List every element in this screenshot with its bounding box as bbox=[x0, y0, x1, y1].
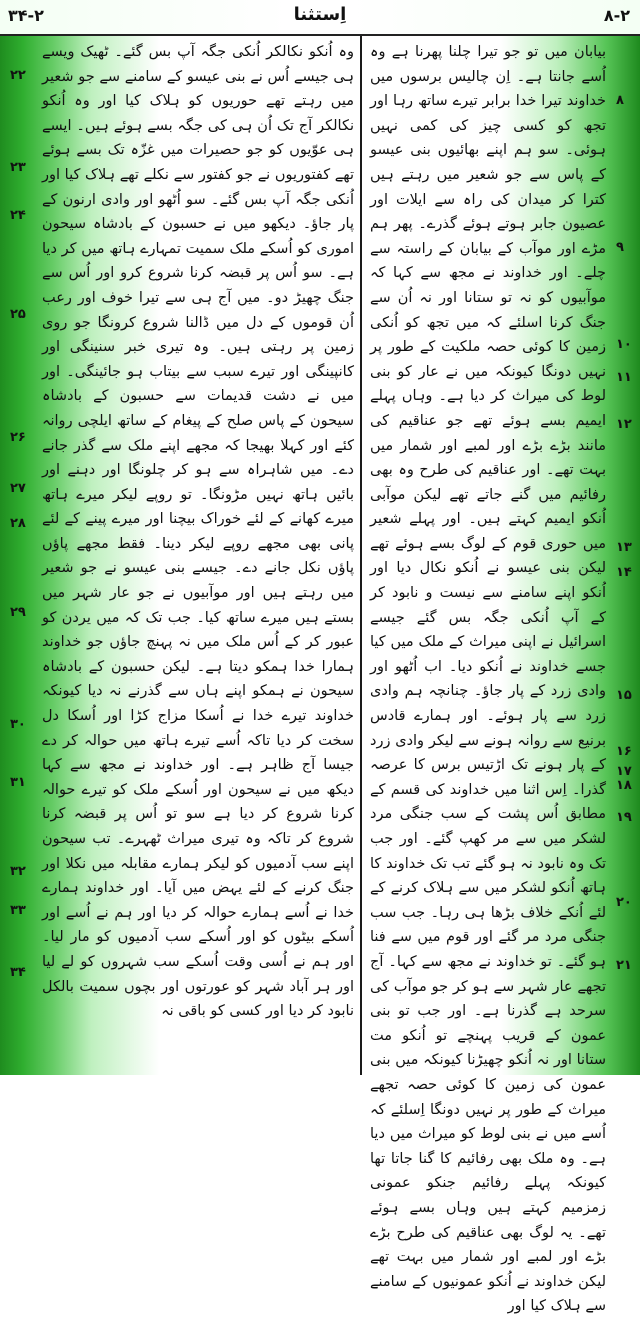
verse-number: ۱۹ bbox=[616, 810, 632, 825]
verse-number: ۳۰ bbox=[10, 717, 26, 732]
verse-number: ۱۸ bbox=[616, 778, 632, 793]
verse-number: ۲۶ bbox=[10, 430, 26, 445]
verse-number: ۳۴ bbox=[10, 965, 26, 980]
verse-number: ۲۴ bbox=[10, 208, 26, 223]
book-title: اِستثنا bbox=[293, 4, 347, 25]
verse-number: ۳۲ bbox=[10, 864, 26, 879]
verse-number: ۲۰ bbox=[616, 895, 632, 910]
verse-number: ۱۲ bbox=[616, 417, 632, 432]
verse-number: ۱۷ bbox=[616, 764, 632, 779]
verse-number: ۲۳ bbox=[10, 160, 26, 175]
verse-number: ۹ bbox=[616, 240, 624, 255]
page-header bbox=[0, 0, 640, 36]
verse-number: ۳۱ bbox=[10, 775, 26, 790]
verse-number: ۲۹ bbox=[10, 605, 26, 620]
verse-number: ۳۳ bbox=[10, 903, 26, 918]
verse-number: ۱۵ bbox=[616, 688, 632, 703]
verse-number: ۱۶ bbox=[616, 744, 632, 759]
verse-number: ۱۴ bbox=[616, 565, 632, 580]
chapter-range-right: ۸-۲ bbox=[603, 6, 630, 25]
verse-number: ۲۵ bbox=[10, 307, 26, 322]
verse-number: ۲۷ bbox=[10, 481, 26, 496]
verse-number: ۲۱ bbox=[616, 958, 632, 973]
verse-number: ۲۸ bbox=[10, 516, 26, 531]
verse-number: ۱۳ bbox=[616, 540, 632, 555]
column-divider bbox=[360, 36, 362, 1075]
verse-number: ۸ bbox=[616, 93, 624, 108]
verse-number: ۱۰ bbox=[616, 337, 632, 352]
left-column-text: وہ اُنکو نکالکر اُنکی جگہ آپ بس گئے۔ ٹھیک ویسے ہی جیسے اُس نے بنی عیسو کے سامنے سے جو شعیر میں رہتے تھے حوریوں کو ہلاک کیا اور وہ اُنکو نکالکر آج تک اُن ہی کی جگہ بسے ہوئے ہیں۔ ایسے ہی عوّیوں کو جو حصیرات میں غزّہ تک بسے ہوئے تھے کفتوریوں نے جو کفتور سے نکلے تھے ہلاک کیا اور اُنکی جگہ آپ بس گئے۔ سو اُٹھو اور وادی ارنون کے پار جاؤ۔ دیکھو میں نے حسبون کے بادشاہ سیحون اموری کو اُسکے ملک سمیت تمہارے ہاتھ میں کر دیا ہے۔ سو اُس پر قبضہ کرنا شروع کرو اور اُس سے جنگ چھیڑ دو۔ میں آج ہی سے تیرا خوف اور رعب اُن قوموں کے دل میں ڈالنا شروع کرونگا جو روی زمین پر رہتی ہیں۔ وہ تیری خبر سنینگی اور کانپینگی اور تیرے سبب سے بیتاب ہو جائینگی۔ اور میں نے دشت قدیمات سے حسبون کے بادشاہ سیحون کے پاس صلح کے پیغام کے ساتھ ایلچی روانہ کئے اور کہلا بھیجا کہ مجھے اپنے ملک سے گذر جانے دے۔ میں شاہراہ سے ہو کر چلونگا اور دہنے اور بائیں ہاتھ نہیں مڑونگا۔ تو روپے لیکر میرے ہاتھ میرے کھانے کے لئے خوراک بیچنا اور میرے پینے کے لئے پانی بھی مجھے روپے لیکر دینا۔ فقط مجھے پاؤں پاؤں نکل جانے دے۔ جیسے بنی عیسو نے جو شعیر میں رہتے ہیں اور موآبیوں نے جو عار شہر میں بستے ہیں میرے ساتھ کیا۔ جب تک کہ میں یردن کو عبور کر کے اُس ملک میں نہ پہنچ جاؤں جو خداوند ہمارا خدا ہمکو دیتا ہے۔ لیکن حسبون کے بادشاہ سیحون نے ہمکو اپنے ہاں سے گذرنے نہ دیا کیونکہ خداوند تیرے خدا نے اُسکا مزاج کڑا اور اُسکا دل سخت کر دیا تاکہ اُسے تیرے ہاتھ میں حوالہ کر دے جیسا آج ظاہر ہے۔ اور خداوند نے مجھ سے کہا دیکھ میں نے سیحون اور اُسکے ملک کو تیرے حوالہ کرنا شروع کر دیا ہے سو تو اُس پر قبضہ کرنا شروع کر تاکہ وہ تیری میراث ٹھہرے۔ تب سیحون اپنے سب آدمیوں کو لیکر ہمارے مقابلہ میں نکلا اور جنگ کرنے کے لئے یہض میں آیا۔ اور خداوند ہمارے خدا نے اُسے ہمارے حوالہ کر دیا اور ہم نے اُسے اور اُسکے بیٹوں کو اور اُسکے سب آدمیوں کو مار لیا۔ اور ہم نے اُسی وقت اُسکے سب شہروں کو لے لیا اور ہر آباد شہر کو عورتوں اور بچوں سمیت بالکل نابود کر دیا اور کسی کو باقی نہ bbox=[42, 44, 354, 1020]
verse-number: ۲۲ bbox=[10, 68, 26, 83]
right-column-text: بیابان میں تو جو تیرا چلنا پھرنا ہے وہ اُسے جانتا ہے۔ اِن چالیس برسوں میں خداوند تیرا خدا برابر تیرے ساتھ رہا اور تجھ کو کسی چیز کی کمی نہیں ہوئی۔ سو ہم اپنے بھائیوں بنی عیسو کے پاس سے جو شعیر میں رہتے ہیں کترا کر میدان کی راہ سے ایلات اور عصیون جابر ہوتے ہوئے گذرے۔ پھر ہم مڑے اور موآب کے بیابان کے راستہ سے چلے۔ اور خداوند نے مجھ سے کہا کہ موآبیوں کو نہ تو ستانا اور نہ اُن سے جنگ کرنا اسلئے کہ میں تجھ کو اُنکی زمین کا کوئی حصہ ملکیت کے طور پر نہیں دونگا کیونکہ میں نے عار کو بنی لوط کی میراث کر دیا ہے۔ وہاں پہلے ایمیم بسے ہوئے تھے جو عناقیم کی مانند بڑے بڑے اور لمبے اور شمار میں بہت تھے۔ اور عناقیم کی طرح وہ بھی رفائیم میں گنے جاتے تھے لیکن موآبی اُنکو ایمیم کہتے ہیں۔ اور پہلے شعیر میں حوری قوم کے لوگ بسے ہوئے تھے لیکن بنی عیسو نے اُنکو نکال دیا اور اُنکو اپنے سامنے سے نیست و نابود کر کے آپ اُنکی جگہ بس گئے جیسے اسرائیل نے اپنی میراث کے ملک میں کیا جسے خداوند نے اُنکو دیا۔ اب اُٹھو اور وادی زرد کے پار جاؤ۔ چنانچہ ہم وادی زرد سے پار ہوئے۔ اور ہمارے قادس برنیع سے روانہ ہونے سے لیکر وادی زرد کے پار ہونے تک اڑتیس برس کا عرصہ گذرا۔ اِس اثنا میں خداوند کی قسم کے مطابق اُس پشت کے سب جنگی مرد لشکر میں سے مر کھپ گئے۔ اور جب تک وہ نابود نہ ہو گئے تب تک خداوند کا ہاتھ اُنکو لشکر میں سے ہلاک کرنے کے لئے اُنکے خلاف بڑھا ہی رہا۔ جب سب جنگی مرد مر گئے اور قوم میں سے فنا ہو گئے۔ تو خداوند نے مجھ سے کہا۔ آج تجھے عار شہر سے ہو کر جو موآب کی سرحد ہے گذرنا ہے۔ اور جب تو بنی عمون کے قریب پہنچے تو اُنکو مت ستانا اور نہ اُنکو چھیڑنا کیونکہ میں بنی عمون کی زمین کا کوئی حصہ تجھے میراث کے طور پر نہیں دونگا اِسلئے کہ اُسے میں نے بنی لوط کو میراث میں دیا ہے۔ وہ ملک بھی رفائیم کا گنا جاتا تھا کیونکہ پہلے رفائیم جنکو عمونی زمزمیم کہتے ہیں وہاں بسے ہوئے تھے۔ یہ لوگ بھی عناقیم کی طرح بڑے بڑے اور لمبے اور شمار میں بہت تھے لیکن خداوند نے اُنکو عمونیوں کے سامنے سے ہلاک کیا اور bbox=[370, 44, 606, 1315]
verse-number: ۱۱ bbox=[616, 370, 632, 385]
chapter-range-left: ۳۴-۲ bbox=[8, 6, 44, 25]
